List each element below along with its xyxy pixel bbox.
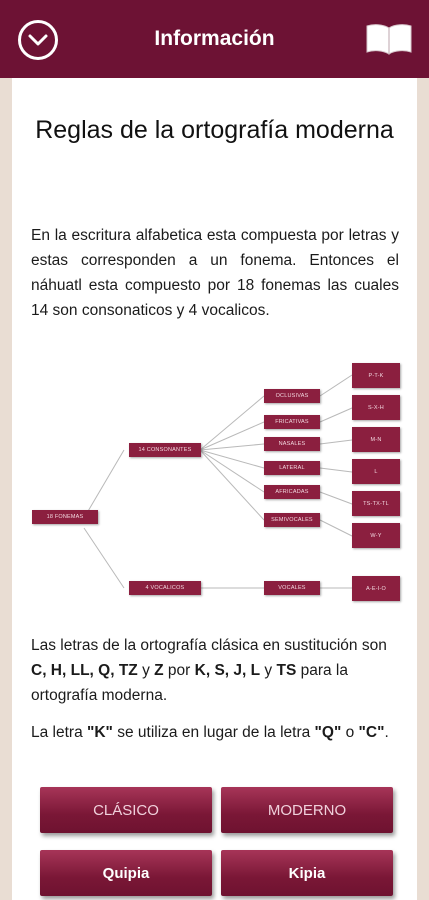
cell-kipia: Kipia — [221, 850, 393, 896]
substitution-paragraph: Las letras de la ortografía clásica en sustitución son C, H, LL, Q, TZ y Z por K, S, J, L y TS para la ortografía moderna. — [31, 637, 387, 704]
back-button[interactable] — [18, 20, 58, 60]
node-consonants: 14 CONSONANTES — [129, 443, 201, 457]
node-vowels: 4 VOCALICOS — [129, 581, 201, 595]
header-moderno: MODERNO — [221, 787, 393, 833]
letter-k-paragraph: La letra "K" se utiliza en lugar de la letra "Q" o "C". — [31, 724, 389, 741]
node-nasales: NASALES — [264, 437, 320, 451]
node-semivocales: SEMIVOCALES — [264, 513, 320, 527]
node-a-e-i-o: A-E-I-O — [352, 576, 400, 601]
node-fricativas: FRICATIVAS — [264, 415, 320, 429]
section-heading: Reglas de la ortografía moderna — [35, 116, 394, 144]
node-vocales: VOCALES — [264, 581, 320, 595]
page-title: Información — [154, 27, 275, 50]
diagram-connectors — [32, 358, 402, 613]
node-root: 18 FONEMAS — [32, 510, 98, 524]
node-oclusivas: OCLUSIVAS — [264, 389, 320, 403]
node-lateral: LATERAL — [264, 461, 320, 475]
node-p-t-k: P-T-K — [352, 363, 400, 388]
content-card — [12, 78, 417, 900]
node-m-n: M-N — [352, 427, 400, 452]
open-book-icon[interactable] — [365, 22, 413, 56]
intro-paragraph: En la escritura alfabetica esta compuesta por letras y estas corresponden a un fonema. Entonces el náhuatl esta compuesto por 18 fonemas las cuales 14 son consonaticos y 4 vocalicos. — [31, 227, 399, 319]
chevron-down-icon — [27, 33, 49, 47]
header-clasico: CLÁSICO — [40, 787, 212, 833]
node-l: L — [352, 459, 400, 484]
node-w-y: W-Y — [352, 523, 400, 548]
phonemes-diagram — [32, 358, 402, 613]
app-bar — [0, 0, 429, 78]
node-africadas: AFRICADAS — [264, 485, 320, 499]
node-s-x-h: S-X-H — [352, 395, 400, 420]
cell-quipia: Quipia — [40, 850, 212, 896]
node-ts-tx-tl: TS-TX-TL — [352, 491, 400, 516]
